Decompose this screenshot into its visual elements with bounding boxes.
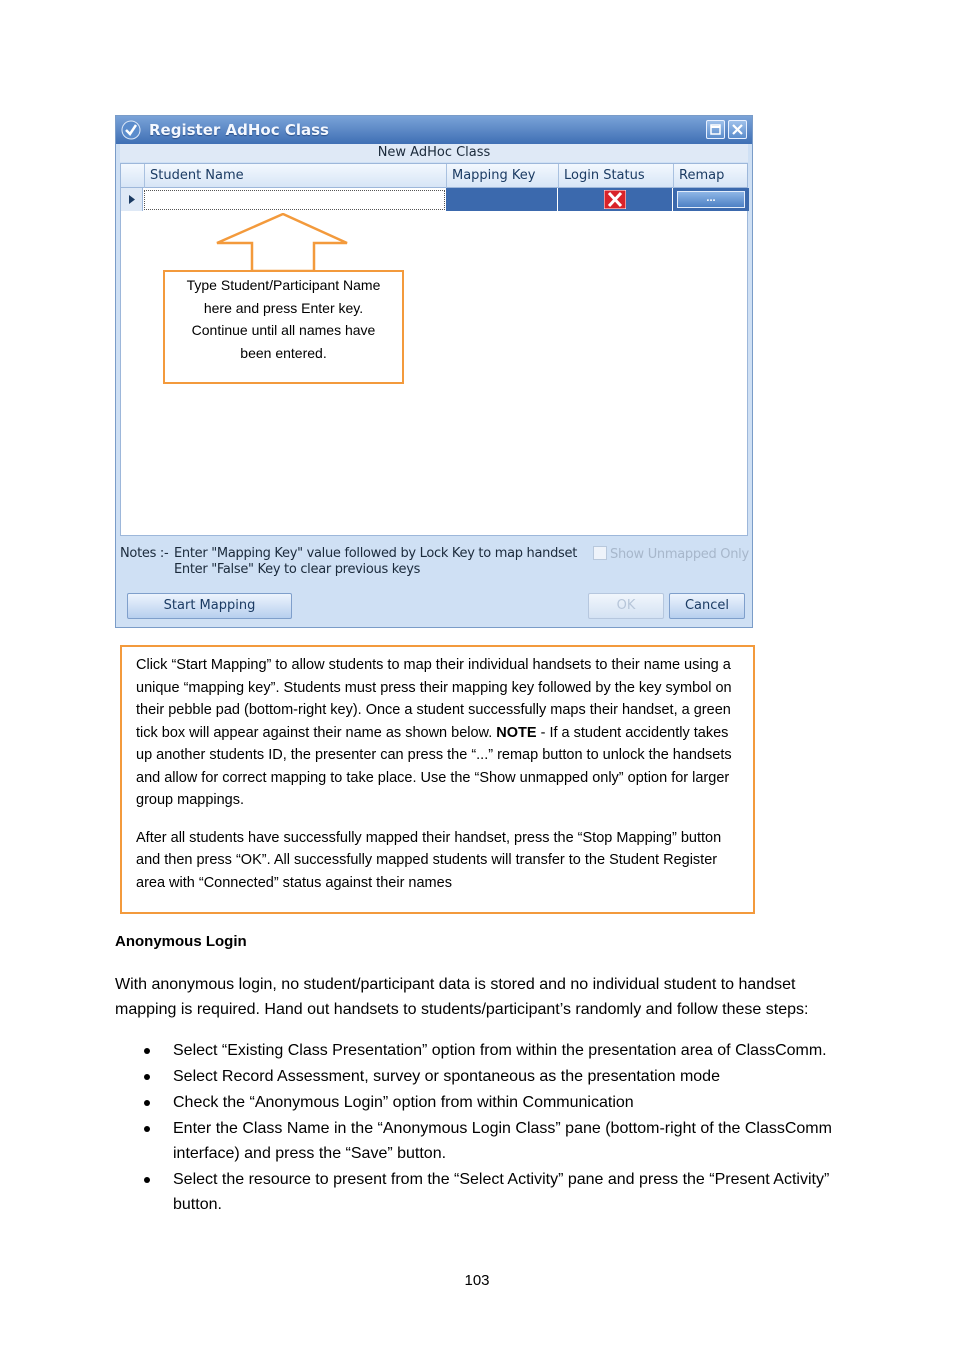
list-item [115,1167,845,1217]
cancel-button[interactable]: Cancel [669,593,745,619]
grid-header [121,164,747,188]
section-heading: Anonymous Login [115,933,247,950]
dialog-title: Register AdHoc Class [149,121,329,139]
bullet-icon [144,1177,150,1183]
list-item [115,1064,845,1089]
checkbox-box[interactable] [593,546,607,560]
class-subheader: New AdHoc Class [120,144,748,162]
list-item [115,1038,845,1063]
callout-line-3: Continue until all names have [191,322,376,338]
bullet-icon [144,1100,150,1106]
student-name-input[interactable] [144,190,445,210]
row-arrow-icon [129,195,135,204]
bullet-icon [144,1048,150,1054]
column-mapping-key[interactable]: Mapping Key [446,164,558,188]
show-unmapped-checkbox[interactable] [593,546,749,562]
section-paragraph: With anonymous login, no student/participant data is stored and no individual student to handset mapping is required. Hand out handsets to students/participant’s randomly and follow these steps: [115,976,809,1018]
list-item-text: Check the “Anonymous Login” option from within Communication [173,1094,634,1111]
mapping-key-cell[interactable] [446,188,557,211]
title-bar [116,116,752,144]
maximize-icon [710,124,721,135]
bullet-icon [144,1074,150,1080]
note-label: NOTE [496,724,537,741]
login-status-cell [558,188,672,211]
ok-button[interactable]: OK [588,593,664,619]
table-row [121,188,747,211]
notes-line-2: Enter "False" Key to clear previous keys [174,562,421,577]
remap-button[interactable]: ... [677,191,745,208]
column-login-status[interactable]: Login Status [558,164,673,188]
page-number: 103 [464,1272,490,1289]
callout-arrow-icon [216,213,350,273]
notes-line-1: Enter "Mapping Key" value followed by Lock Key to map handset [174,546,577,561]
mapping-instructions-box [120,645,755,914]
remap-cell [673,188,749,211]
red-x-icon [604,190,626,209]
check-icon [121,120,141,140]
grid-corner [121,164,144,188]
close-button[interactable] [728,120,747,139]
callout-line-2: here and press Enter key. [203,299,364,316]
column-remap[interactable]: Remap [673,164,749,188]
start-mapping-button[interactable]: Start Mapping [127,593,292,619]
instructions-paragraph-2: After all students have successfully mapped their handset, press the “Stop Mapping” button and then press “OK”. All successfully mapped students will transfer to the Student Register area with “Connected” status against their names [136,829,722,891]
maximize-button[interactable] [706,120,725,139]
show-unmapped-label: Show Unmapped Only [610,547,749,562]
list-item-text: Select Record Assessment, survey or spontaneous as the presentation mode [173,1068,720,1085]
callout-line-4: been entered. [240,344,327,361]
list-item [115,1090,845,1115]
instructions-paragraph-1 [136,654,745,812]
bullet-icon [144,1126,150,1132]
list-item [115,1116,845,1166]
row-indicator [121,188,143,211]
name-entry-callout [163,270,404,384]
list-item-text: Select the resource to present from the “Select Activity” pane and press the “Present Activity” button. [173,1171,830,1213]
steps-list [115,1038,845,1218]
instructions-text-a: Click “Start Mapping” to allow students to map their individual handsets to their name using a unique “mapping key”. Students must press their mapping key followed by the key symbol on their pebble pad (bottom-right key). Once a student successfully maps their handset, a green tick box will appear against their name as shown below. [136,657,732,741]
instructions-text-b: - If a student accidently takes up another students ID, the presenter can press the “...” remap button to unlock the handsets and allow for correct mapping to take place. Use the “Show unmapped only” option for larger group mappings. [136,724,732,808]
notes-label: Notes :- [120,546,169,561]
list-item-text: Select “Existing Class Presentation” option from within the presentation area of ClassComm. [173,1042,827,1059]
column-student-name[interactable]: Student Name [144,164,446,188]
callout-line-1: Type Student/Participant Name [186,277,381,293]
close-icon [732,124,743,135]
list-item-text: Enter the Class Name in the “Anonymous Login Class” pane (bottom-right of the ClassComm interface) and press the “Save” button. [173,1120,832,1162]
